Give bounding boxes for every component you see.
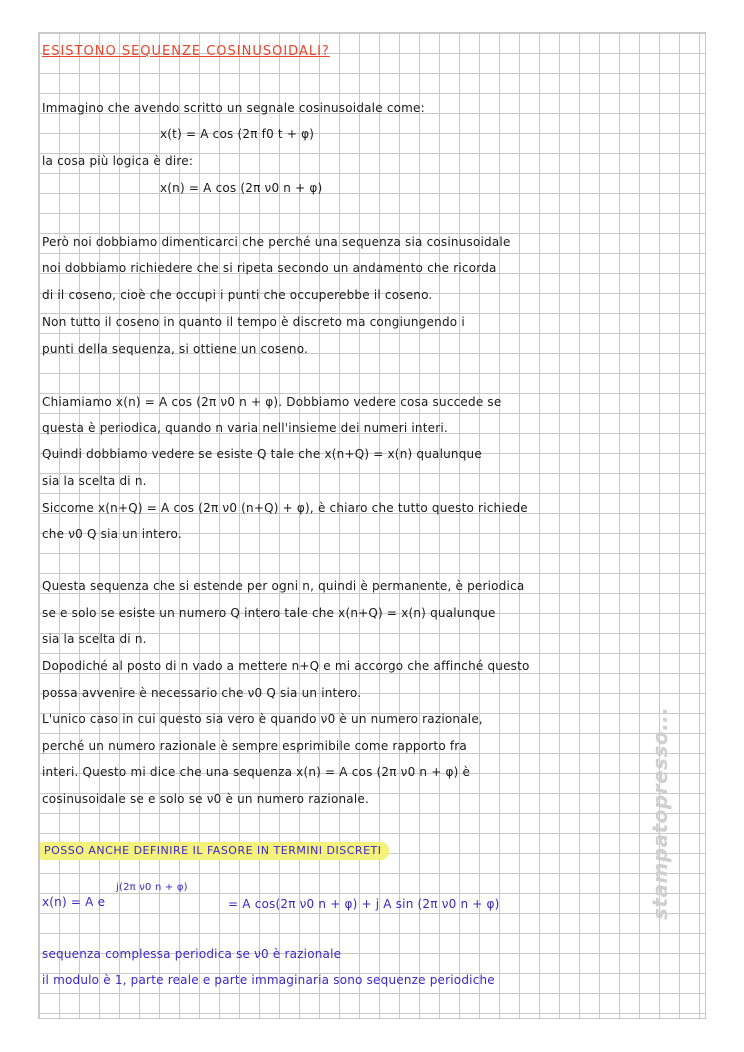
text-line: Siccome x(n+Q) = A cos (2π ν0 (n+Q) + φ), è chiaro che tutto questo richiede [42, 501, 528, 515]
phasor-exponent: j(2π ν0 n + φ) [116, 882, 188, 893]
text-line: possa avvenire è necessario che ν0 Q sia un intero. [42, 686, 362, 700]
page-title: ESISTONO SEQUENZE COSINUSOIDALI? [42, 44, 330, 59]
text-line: Chiamiamo x(n) = A cos (2π ν0 n + φ). Dobbiamo vedere cosa succede se [42, 395, 502, 409]
text-line: Non tutto il coseno in quanto il tempo è discreto ma congiungendo i [42, 315, 465, 329]
text-line: perché un numero razionale è sempre esprimibile come rapporto fra [42, 739, 467, 753]
text-line: che ν0 Q sia un intero. [42, 527, 182, 541]
text-line: Questa sequenza che si estende per ogni n, quindi è permanente, è periodica [42, 579, 525, 593]
phasor-lhs: x(n) = A e [42, 895, 106, 909]
text-line: sia la scelta di n. [42, 632, 147, 646]
text-line: Però noi dobbiamo dimenticarci che perché una sequenza sia cosinusoidale [42, 235, 511, 249]
text-line: sequenza complessa periodica se ν0 è razionale [42, 947, 342, 961]
text-line: Quindi dobbiamo vedere se esiste Q tale che x(n+Q) = x(n) qualunque [42, 447, 482, 461]
text-line: punti della sequenza, si ottiene un coseno. [42, 342, 309, 356]
text-line: Immagino che avendo scritto un segnale cosinusoidale come: [42, 101, 425, 115]
highlighted-heading: POSSO ANCHE DEFINIRE IL FASORE IN TERMINI DISCRETI [40, 842, 389, 860]
text-line: la cosa più logica è dire: [42, 154, 194, 168]
text-line: sia la scelta di n. [42, 474, 147, 488]
text-line: di il coseno, cioè che occupi i punti che occuperebbe il coseno. [42, 288, 433, 302]
formula-line: x(t) = A cos (2π f0 t + φ) [160, 127, 315, 141]
text-line: se e solo se esiste un numero Q intero tale che x(n+Q) = x(n) qualunque [42, 606, 496, 620]
section-heading [40, 842, 708, 860]
phasor-rhs: = A cos(2π ν0 n + φ) + j A sin (2π ν0 n + φ) [228, 897, 500, 911]
formula-line: x(n) = A cos (2π ν0 n + φ) [160, 181, 323, 195]
text-line: questa è periodica, quando n varia nell'insieme dei numeri interi. [42, 421, 448, 435]
watermark: stampatopresso... [648, 706, 672, 920]
text-line: L'unico caso in cui questo sia vero è quando ν0 è un numero razionale, [42, 712, 483, 726]
text-line: noi dobbiamo richiedere che si ripeta secondo un andamento che ricorda [42, 261, 497, 275]
text-line: il modulo è 1, parte reale e parte immaginaria sono sequenze periodiche [42, 973, 495, 987]
text-line: cosinusoidale se e solo se ν0 è un numero razionale. [42, 792, 369, 806]
text-line: interi. Questo mi dice che una sequenza x(n) = A cos (2π ν0 n + φ) è [42, 765, 471, 779]
text-line: Dopodiché al posto di n vado a mettere n+Q e mi accorgo che affinché questo [42, 659, 530, 673]
